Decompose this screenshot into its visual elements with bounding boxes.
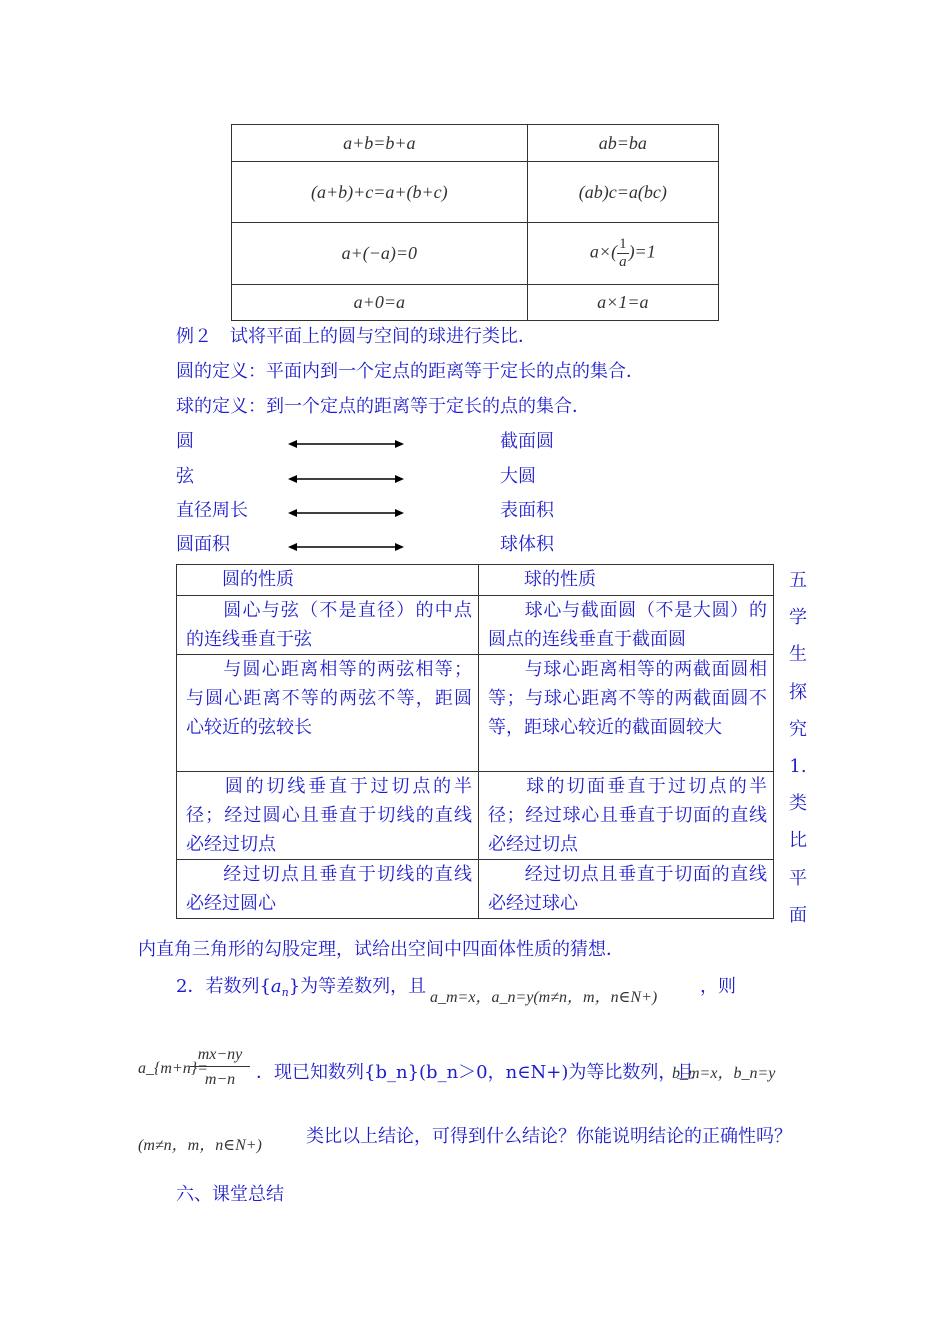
problem2-condition: a_m=x，a_n=y(m≠n，m，n∈N+)	[430, 989, 658, 1006]
example2-heading: 例２ 试将平面上的圆与空间的球进行类比．	[176, 326, 536, 347]
problem1-tail: 内直角三角形的勾股定理，试给出空间中四面体性质的猜想．	[138, 939, 624, 960]
table-cell: 圆心与弦（不是直径）的中点的连线垂直于弦	[177, 596, 479, 655]
corr-right: 球体积	[500, 534, 554, 555]
double-arrow-icon	[288, 507, 404, 519]
formula-lhs: a_{m+n}=	[138, 1060, 208, 1077]
table-cell: 球的切面垂直于过切点的半径；经过球心且垂直于切面的直线必经过切点	[479, 772, 774, 860]
problem2-question: 类比以上结论，可得到什么结论？你能说明结论的正确性吗？	[306, 1126, 792, 1147]
corr-right: 大圆	[500, 466, 536, 487]
ops-cell: a×1=a	[527, 285, 718, 321]
ops-cell-reciprocal: a×( $\frac{1}{a}$ )=1	[527, 223, 718, 285]
problem2-bm: b_m=x，b_n=y	[672, 1065, 776, 1082]
circle-sphere-comparison-table	[176, 564, 774, 919]
ops-cell: (ab)c=a(bc)	[527, 162, 718, 223]
corr-left: 圆	[176, 431, 194, 452]
ops-cell: ab=ba	[527, 125, 718, 162]
problem2-intro: 2．若数列$\{a_n\}$为等差数列，且	[176, 976, 427, 999]
table-cell: 经过切点且垂直于切线的直线必经过圆心	[177, 860, 479, 919]
sphere-definition: 球的定义：到一个定点的距离等于定长的点的集合．	[176, 396, 590, 417]
circle-definition: 圆的定义：平面内到一个定点的距离等于定长的点的集合．	[176, 361, 644, 382]
ops-cell: a+(−a)=0	[232, 223, 528, 285]
table-cell: 与球心距离相等的两截面圆相等；与球心距离不等的两截面圆不等，距球心较近的截面圆较大	[479, 655, 774, 772]
ops-cell: a+b=b+a	[232, 125, 528, 162]
corr-left: 圆面积	[176, 534, 230, 555]
fraction: $\frac{1}{a}$	[619, 236, 627, 270]
double-arrow-icon	[288, 541, 404, 553]
problem2-condition2: (m≠n，m，n∈N+)	[138, 1137, 262, 1154]
section-title: 六、课堂总结	[176, 1184, 284, 1205]
vertical-text: 五 学 生 探 究 1. 类 比 平 面	[789, 570, 807, 926]
operations-table	[231, 124, 719, 321]
corr-right: 截面圆	[500, 431, 554, 452]
table-cell: 球心与截面圆（不是大圆）的圆点的连线垂直于截面圆	[479, 596, 774, 655]
problem2-known: ．现已知数列{b_n}(b_n＞0，n∈N+)为等比数列，且	[256, 1062, 695, 1083]
table-cell: 经过切点且垂直于切面的直线必经过球心	[479, 860, 774, 919]
table-cell: 与圆心距离相等的两弦相等；与圆心距离不等的两弦不等，距圆心较近的弦较长	[177, 655, 479, 772]
problem2-then: ，则	[700, 976, 736, 997]
formula-numerator: mx−ny	[190, 1046, 250, 1067]
table-header: 圆的性质	[177, 565, 479, 596]
double-arrow-icon	[288, 438, 404, 450]
corr-left: 直径周长	[176, 500, 248, 521]
ops-cell: (a+b)+c=a+(b+c)	[232, 162, 528, 223]
formula-fraction	[190, 1046, 250, 1089]
table-cell: 圆的切线垂直于过切点的半径；经过圆心且垂直于切线的直线必经过切点	[177, 772, 479, 860]
table-header: 球的性质	[479, 565, 774, 596]
double-arrow-icon	[288, 473, 404, 485]
ops-cell: a+0=a	[232, 285, 528, 321]
corr-left: 弦	[176, 466, 194, 487]
formula-denominator: m−n	[204, 1071, 236, 1088]
corr-right: 表面积	[500, 500, 554, 521]
